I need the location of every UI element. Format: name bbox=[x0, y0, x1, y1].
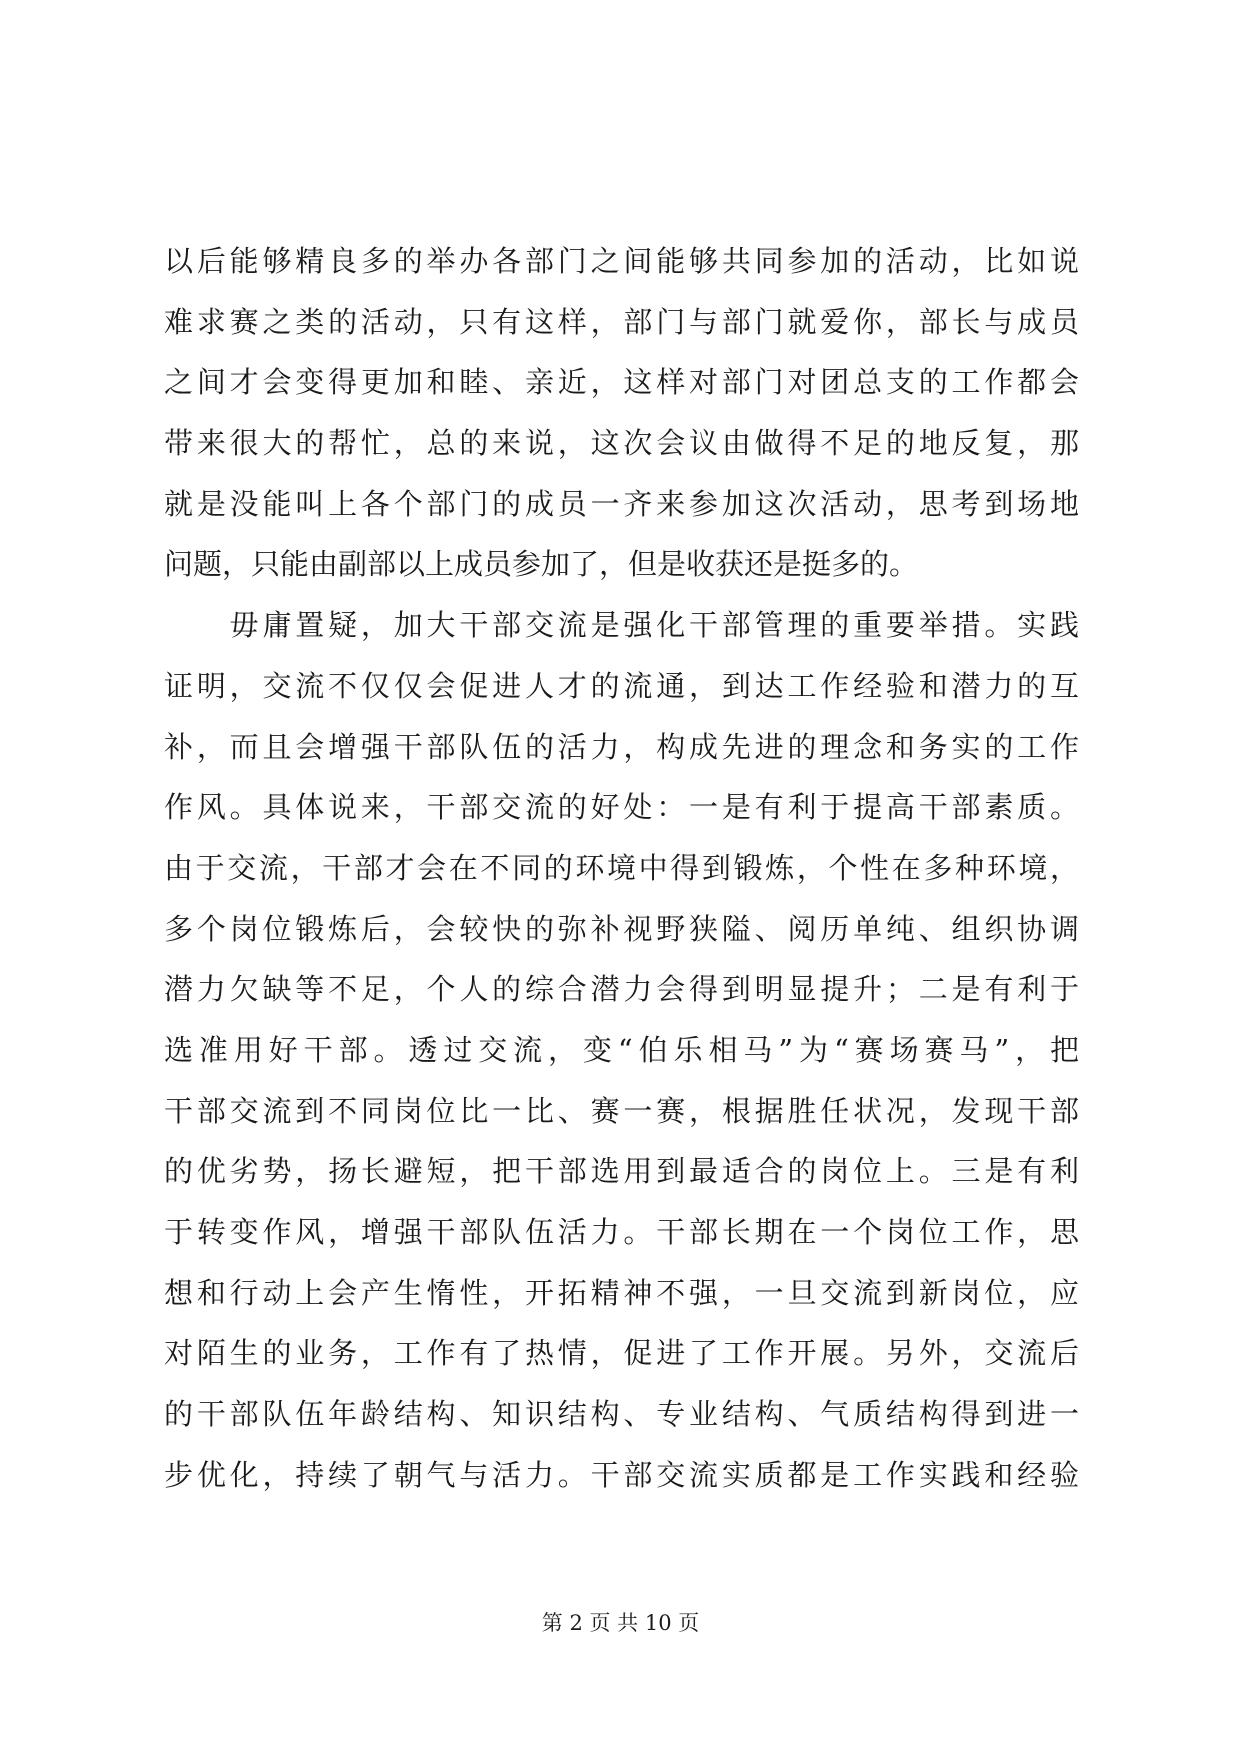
text-line: 作风。具体说来，干部交流的好处：一是有利于提高干部素质。 bbox=[164, 790, 1079, 825]
text-line: 多个岗位锻炼后，会较快的弥补视野狭隘、阅历单纯、组织协调 bbox=[164, 911, 1079, 946]
page-number-footer: 第 2 页 共 10 页 bbox=[541, 1611, 700, 1635]
text-line: 补，而且会增强干部队伍的活力，构成先进的理念和务实的工作 bbox=[164, 729, 1079, 764]
text-line: 就是没能叫上各个部门的成员一齐来参加这次活动，思考到场地 bbox=[164, 486, 1079, 521]
text-line: 带来很大的帮忙，总的来说，这次会议由做得不足的地反复，那 bbox=[164, 426, 1079, 461]
text-line: 的干部队伍年龄结构、知识结构、专业结构、气质结构得到进一 bbox=[164, 1397, 1079, 1432]
text-line: 步优化，持续了朝气与活力。干部交流实质都是工作实践和经验 bbox=[164, 1457, 1079, 1492]
text-line: 由于交流，干部才会在不同的环境中得到锻炼，个性在多种环境， bbox=[164, 850, 1079, 885]
text-line: 毋庸置疑，加大干部交流是强化干部管理的重要举措。实践 bbox=[164, 608, 1079, 643]
text-line: 证明，交流不仅仅会促进人才的流通，到达工作经验和潜力的互 bbox=[164, 668, 1079, 703]
text-line: 于转变作风，增强干部队伍活力。干部长期在一个岗位工作，思 bbox=[164, 1215, 1079, 1249]
text-line: 潜力欠缺等不足，个人的综合潜力会得到明显提升；二是有利于 bbox=[164, 972, 1079, 1007]
text-line: 选准用好干部。透过交流，变“伯乐相马”为“赛场赛马”，把 bbox=[164, 1032, 1079, 1067]
body-text bbox=[164, 231, 1079, 1505]
text-line: 对陌生的业务，工作有了热情，促进了工作开展。另外，交流后 bbox=[164, 1336, 1079, 1371]
text-line: 问题，只能由副部以上成员参加了，但是收获还是挺多的。 bbox=[164, 547, 919, 582]
text-line: 的优劣势，扬长避短，把干部选用到最适合的岗位上。三是有利 bbox=[164, 1154, 1079, 1189]
text-line: 难求赛之类的活动，只有这样，部门与部门就爱你，部长与成员 bbox=[164, 304, 1079, 339]
text-line: 想和行动上会产生惰性，开拓精神不强，一旦交流到新岗位，应 bbox=[164, 1275, 1079, 1310]
text-line: 以后能够精良多的举办各部门之间能够共同参加的活动，比如说 bbox=[164, 244, 1079, 278]
text-line: 之间才会变得更加和睦、亲近，这样对部门对团总支的工作都会 bbox=[164, 365, 1079, 400]
text-line: 干部交流到不同岗位比一比、赛一赛，根据胜任状况，发现干部 bbox=[164, 1093, 1079, 1128]
